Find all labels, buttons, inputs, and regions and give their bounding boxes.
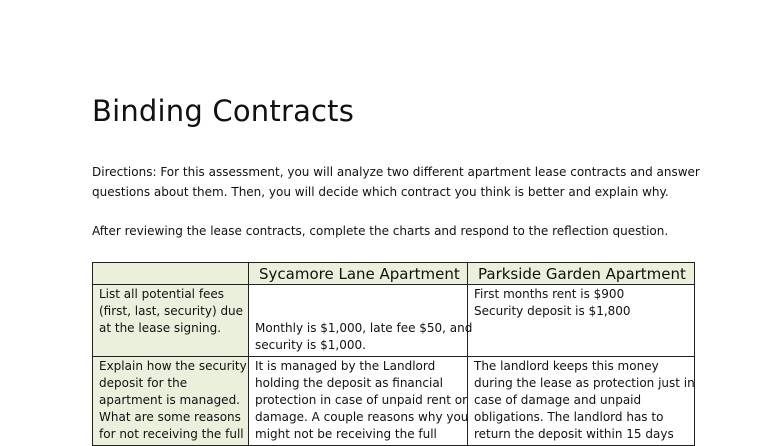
answer-line: case of damage and unpaid [474, 393, 642, 407]
answer-line: return the deposit within 15 days [474, 427, 674, 441]
answer-line: It is managed by the Landlord [255, 359, 436, 373]
answer-line: The landlord keeps this money [474, 359, 659, 373]
directions-paragraph: Directions: For this assessment, you will analyze two different apartment lease contracts and answer questions about them. Then, you will decide which contract you think is better and explain why. [92, 165, 700, 199]
answer-cell-parkside-deposit[interactable] [468, 357, 695, 446]
answer-cell-sycamore-deposit[interactable] [249, 357, 468, 446]
question-line: at the lease signing. [99, 321, 222, 335]
answer-line: might not be receiving the full [255, 427, 437, 441]
answer-line: protection in case of unpaid rent or [255, 393, 468, 407]
header-parkside: Parkside Garden Apartment [468, 263, 695, 285]
question-cell-deposit [93, 357, 249, 446]
answer-line: First months rent is $900 [474, 287, 625, 301]
question-line: for not receiving the full [99, 427, 244, 441]
blank-line [255, 303, 462, 320]
blank-line [255, 286, 462, 303]
question-line: deposit for the [99, 376, 188, 390]
header-sycamore: Sycamore Lane Apartment [249, 263, 468, 285]
answer-line: obligations. The landlord has to [474, 410, 664, 424]
question-line: List all potential fees [99, 287, 225, 301]
question-line: apartment is managed. [99, 393, 240, 407]
question-cell-fees [93, 285, 249, 357]
answer-line: Monthly is $1,000, late fee $50, and [255, 321, 473, 335]
table-header-row [93, 263, 695, 285]
page-title: Binding Contracts [92, 94, 355, 128]
header-blank-cell [93, 263, 249, 285]
lease-comparison-table [92, 262, 695, 446]
question-line: Explain how the security [99, 359, 247, 373]
question-line: What are some reasons [99, 410, 241, 424]
answer-line: holding the deposit as financial [255, 376, 444, 390]
answer-cell-sycamore-fees[interactable] [249, 285, 473, 357]
answer-line: during the lease as protection just in [474, 376, 695, 390]
answer-line: damage. A couple reasons why you [255, 410, 469, 424]
instructions-paragraph: After reviewing the lease contracts, complete the charts and respond to the reflection question. [92, 224, 669, 238]
answer-cell-parkside-fees[interactable] [468, 285, 695, 357]
answer-line: security is $1,000. [255, 338, 366, 352]
table-row [93, 357, 695, 446]
table-row [93, 285, 695, 357]
question-line: (first, last, security) due [99, 304, 244, 318]
answer-line: Security deposit is $1,800 [474, 304, 631, 318]
